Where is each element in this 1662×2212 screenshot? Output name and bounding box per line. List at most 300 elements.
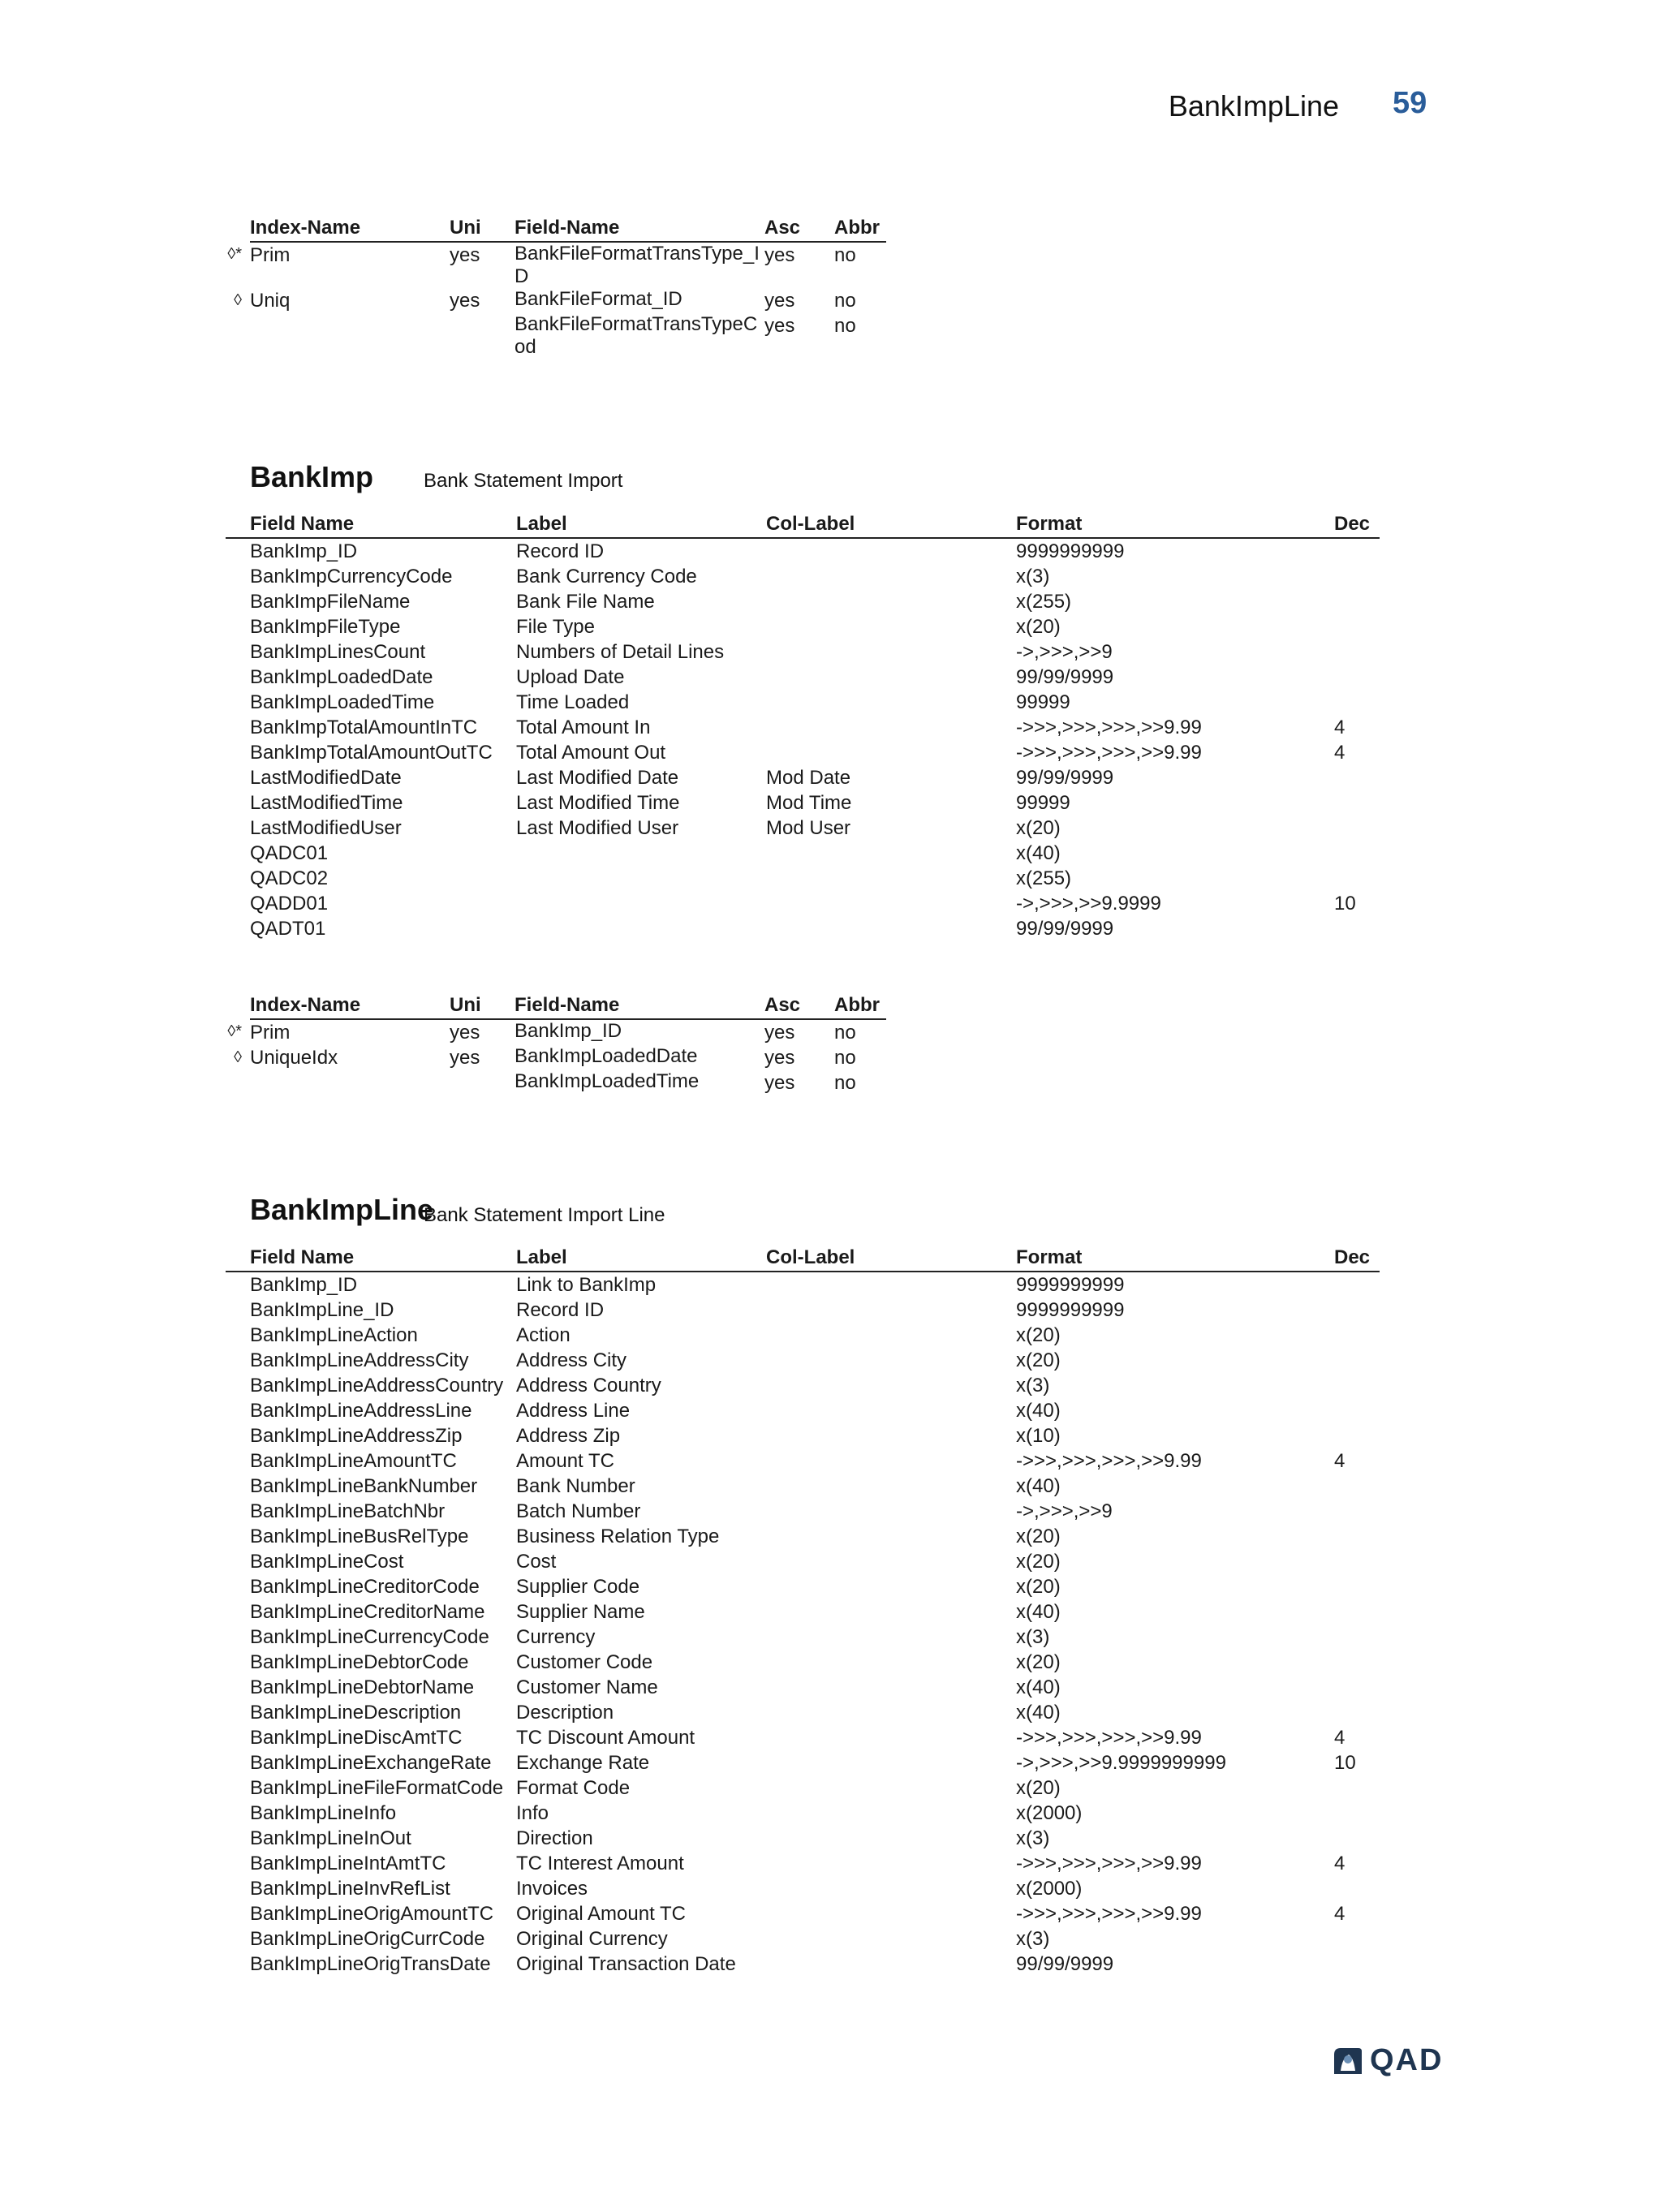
field-label: Total Amount Out (516, 742, 666, 764)
field-format: x(40) (1016, 1676, 1061, 1698)
field-label: File Type (516, 616, 595, 638)
table-row (226, 614, 1380, 639)
field-format: 99999 (1016, 691, 1070, 713)
row-margin (226, 1851, 250, 1876)
field-col-label (766, 740, 1016, 765)
field-name: BankImpTotalAmountInTC (250, 717, 478, 738)
ascending-flag: yes (764, 244, 795, 266)
field-col-label (766, 564, 1016, 589)
row-margin (226, 1926, 250, 1952)
field-format: x(10) (1016, 1425, 1061, 1447)
table-row (226, 589, 1380, 614)
field-label: Address Country (516, 1375, 661, 1396)
field-label: Format Code (516, 1777, 631, 1799)
column-header: Format (1016, 1244, 1334, 1272)
field-col-label (766, 1700, 1016, 1725)
field-label: Description (516, 1702, 614, 1724)
field-name: BankImpLineAmountTC (250, 1450, 457, 1472)
table-row (226, 1499, 1380, 1524)
field-format: x(255) (1016, 867, 1072, 889)
column-header: Field-Name (515, 214, 764, 242)
field-label: Exchange Rate (516, 1752, 650, 1774)
field-label: Upload Date (516, 666, 625, 688)
field-col-label (766, 1826, 1016, 1851)
table-row (226, 1725, 1380, 1750)
qad-logo (1331, 2043, 1443, 2078)
field-col-label (766, 891, 1016, 916)
table-row (226, 816, 1380, 841)
field-col-label (766, 1448, 1016, 1474)
index-row (219, 1045, 886, 1070)
table-row (226, 916, 1380, 941)
unique-flag (450, 313, 515, 359)
table-row (226, 538, 1380, 564)
row-margin (226, 1499, 250, 1524)
field-name: BankImpLineFileFormatCode (250, 1777, 504, 1799)
field-col-label (766, 1348, 1016, 1373)
field-col-label (766, 866, 1016, 891)
row-margin (226, 1373, 250, 1398)
index-marker (219, 313, 250, 359)
field-decimals (1334, 1599, 1380, 1625)
index-marker: ◊* (227, 245, 242, 263)
field-name: BankImpLinesCount (250, 641, 426, 663)
column-header: Dec (1334, 1244, 1380, 1272)
column-header: Label (516, 510, 766, 538)
row-margin (226, 1826, 250, 1851)
field-format: x(20) (1016, 1551, 1061, 1573)
field-col-label (766, 1801, 1016, 1826)
field-label: Last Modified Date (516, 767, 679, 789)
field-col-label (766, 1373, 1016, 1398)
table-row (226, 1675, 1380, 1700)
field-name: QADT01 (250, 918, 326, 940)
table-row (226, 1775, 1380, 1801)
table-row (226, 1700, 1380, 1725)
table-row (226, 790, 1380, 816)
field-label (516, 916, 766, 941)
field-label: TC Interest Amount (516, 1853, 684, 1874)
field-decimals (1334, 1323, 1380, 1348)
index-row (219, 313, 886, 359)
row-margin (226, 1801, 250, 1826)
table-row (226, 1348, 1380, 1373)
field-decimals (1334, 589, 1380, 614)
field-decimals (1334, 1675, 1380, 1700)
field-name: BankImpLineBankNumber (250, 1475, 478, 1497)
table-row (226, 1524, 1380, 1549)
field-label: Bank Currency Code (516, 566, 697, 587)
field-col-label: Mod Time (766, 792, 852, 814)
field-col-label (766, 1272, 1016, 1298)
field-format: ->>>,>>>,>>>,>>9.99 (1016, 1903, 1202, 1925)
field-label: Record ID (516, 540, 605, 562)
table-row (226, 1851, 1380, 1876)
field-format: x(255) (1016, 591, 1072, 613)
field-label: Original Currency (516, 1928, 668, 1950)
column-header: Asc (764, 992, 834, 1019)
field-label: Business Relation Type (516, 1526, 720, 1547)
abbreviated-flag: no (834, 244, 856, 266)
field-format: x(20) (1016, 1777, 1061, 1799)
field-decimals: 4 (1334, 742, 1346, 764)
index-field-name: BankImpLoadedTime (515, 1070, 700, 1092)
field-col-label (766, 1650, 1016, 1675)
index-name: Prim (250, 1022, 291, 1044)
field-decimals (1334, 1524, 1380, 1549)
table-row (226, 841, 1380, 866)
field-label: Amount TC (516, 1450, 614, 1472)
abbreviated-flag: no (834, 315, 856, 337)
field-col-label (766, 1298, 1016, 1323)
row-margin (226, 1474, 250, 1499)
field-col-label (766, 538, 1016, 564)
table-row (226, 1474, 1380, 1499)
row-margin (226, 1876, 250, 1901)
field-format: x(40) (1016, 1601, 1061, 1623)
row-margin (226, 1574, 250, 1599)
field-col-label (766, 665, 1016, 690)
field-name: BankImpLoadedDate (250, 666, 433, 688)
table-row (226, 765, 1380, 790)
field-label: Info (516, 1802, 549, 1824)
column-header: Label (516, 1244, 766, 1272)
table-row (226, 1650, 1380, 1675)
index-marker: ◊ (234, 291, 242, 309)
field-name: BankImpLineCost (250, 1551, 404, 1573)
column-header: Abbr (834, 992, 886, 1019)
row-margin (226, 1524, 250, 1549)
row-margin (226, 790, 250, 816)
abbreviated-flag: no (834, 1047, 856, 1069)
field-decimals (1334, 1348, 1380, 1373)
field-name: BankImpLineInOut (250, 1827, 411, 1849)
table-row (226, 1801, 1380, 1826)
abbreviated-flag: no (834, 290, 856, 312)
unique-flag (450, 1070, 515, 1095)
field-format: x(3) (1016, 1827, 1050, 1849)
field-name: QADC02 (250, 867, 329, 889)
field-label: Total Amount In (516, 717, 651, 738)
row-margin (226, 916, 250, 941)
row-margin (226, 589, 250, 614)
column-header: Uni (450, 214, 515, 242)
field-decimals (1334, 1826, 1380, 1851)
row-margin (226, 841, 250, 866)
field-name: QADC01 (250, 842, 329, 864)
page-header-title: BankImpLine (1168, 89, 1339, 123)
column-header: Field Name (250, 1244, 516, 1272)
field-name: BankImpLineOrigTransDate (250, 1953, 491, 1975)
field-label: Original Amount TC (516, 1903, 686, 1925)
field-format: x(40) (1016, 1475, 1061, 1497)
field-decimals (1334, 1625, 1380, 1650)
row-margin (226, 614, 250, 639)
index-table (219, 992, 886, 1095)
field-format: ->,>>>,>>9.9999999999 (1016, 1752, 1226, 1774)
field-label: Customer Name (516, 1676, 658, 1698)
table-row (226, 1423, 1380, 1448)
table-row (226, 1448, 1380, 1474)
index-name (250, 1070, 450, 1095)
abbreviated-flag: no (834, 1022, 856, 1044)
table-row (226, 1952, 1380, 1977)
ascending-flag: yes (764, 1072, 795, 1094)
field-label: Batch Number (516, 1500, 641, 1522)
field-name: BankImpLineDebtorName (250, 1676, 475, 1698)
table-row (226, 1901, 1380, 1926)
field-decimals (1334, 639, 1380, 665)
field-label: Bank Number (516, 1475, 635, 1497)
field-decimals (1334, 841, 1380, 866)
row-margin (226, 1675, 250, 1700)
field-name: BankImpLineDiscAmtTC (250, 1727, 463, 1749)
field-decimals (1334, 916, 1380, 941)
field-format: 99999 (1016, 792, 1070, 814)
field-col-label (766, 1876, 1016, 1901)
index-marker: ◊* (227, 1022, 242, 1040)
field-label: Address City (516, 1349, 627, 1371)
field-col-label (766, 1750, 1016, 1775)
field-format: 99/99/9999 (1016, 666, 1114, 688)
unique-flag: yes (450, 244, 480, 266)
field-name: BankImpLineExchangeRate (250, 1752, 492, 1774)
row-margin (226, 1323, 250, 1348)
row-margin (226, 1650, 250, 1675)
field-format: x(20) (1016, 1324, 1061, 1346)
field-decimals (1334, 1876, 1380, 1901)
field-col-label (766, 1775, 1016, 1801)
field-name: BankImpLoadedTime (250, 691, 435, 713)
field-format: ->>>,>>>,>>>,>>9.99 (1016, 742, 1202, 764)
index-marker (219, 1070, 250, 1095)
field-decimals: 10 (1334, 893, 1356, 914)
field-label: Supplier Name (516, 1601, 645, 1623)
field-decimals (1334, 538, 1380, 564)
index-table-header (219, 992, 886, 1019)
field-decimals (1334, 1775, 1380, 1801)
ascending-flag: yes (764, 1022, 795, 1044)
field-label: TC Discount Amount (516, 1727, 695, 1749)
index-row (219, 242, 886, 288)
field-format: x(40) (1016, 1400, 1061, 1422)
field-name: BankImp_ID (250, 540, 358, 562)
field-decimals (1334, 1398, 1380, 1423)
field-name: BankImpLineInfo (250, 1802, 397, 1824)
field-format: x(3) (1016, 1375, 1050, 1396)
qad-logo-text: QAD (1370, 2043, 1444, 2077)
field-name: BankImpTotalAmountOutTC (250, 742, 493, 764)
index-row (219, 1070, 886, 1095)
index-table-header (219, 214, 886, 242)
field-format: x(40) (1016, 842, 1061, 864)
index-field-name: BankFileFormat_ID (515, 288, 682, 310)
field-decimals (1334, 1373, 1380, 1398)
row-margin (226, 1700, 250, 1725)
field-col-label: Mod User (766, 817, 851, 839)
field-format: 9999999999 (1016, 1274, 1125, 1296)
row-margin (226, 740, 250, 765)
field-decimals: 4 (1334, 1450, 1346, 1472)
row-margin (226, 765, 250, 790)
table-row (226, 1926, 1380, 1952)
row-margin (226, 1750, 250, 1775)
row-margin (226, 1549, 250, 1574)
field-decimals (1334, 866, 1380, 891)
field-col-label (766, 1926, 1016, 1952)
table-row (226, 1298, 1380, 1323)
field-col-label (766, 1901, 1016, 1926)
field-label: Currency (516, 1626, 596, 1648)
field-name: BankImpLineDescription (250, 1702, 462, 1724)
field-decimals (1334, 564, 1380, 589)
row-margin (226, 538, 250, 564)
field-col-label (766, 1524, 1016, 1549)
table-row (226, 740, 1380, 765)
column-header: Index-Name (250, 992, 450, 1019)
field-col-label (766, 1499, 1016, 1524)
qad-logo-icon (1331, 2046, 1363, 2076)
field-col-label (766, 1725, 1016, 1750)
margin-header (226, 1244, 250, 1272)
field-col-label (766, 589, 1016, 614)
field-name: BankImpLineCreditorName (250, 1601, 485, 1623)
table-title-bankimp: BankImp (250, 460, 374, 493)
field-decimals (1334, 1549, 1380, 1574)
field-name: BankImpLineCreditorCode (250, 1576, 480, 1598)
field-format: ->>>,>>>,>>>,>>9.99 (1016, 1727, 1202, 1749)
row-margin (226, 891, 250, 916)
row-margin (226, 715, 250, 740)
table-row (226, 891, 1380, 916)
field-decimals (1334, 1801, 1380, 1826)
column-header: Uni (450, 992, 515, 1019)
field-name: BankImpLineAddressZip (250, 1425, 463, 1447)
field-format: ->>>,>>>,>>>,>>9.99 (1016, 717, 1202, 738)
index-name: Uniq (250, 290, 291, 312)
field-name: LastModifiedDate (250, 767, 402, 789)
table-row (226, 639, 1380, 665)
table-row (226, 866, 1380, 891)
column-header: Field Name (250, 510, 516, 538)
field-label: Original Transaction Date (516, 1953, 736, 1975)
table-row (226, 1625, 1380, 1650)
field-col-label (766, 614, 1016, 639)
field-table-bankimp (226, 510, 1380, 941)
row-margin (226, 1423, 250, 1448)
field-decimals: 4 (1334, 717, 1346, 738)
field-name: BankImp_ID (250, 1274, 358, 1296)
index-marker: ◊ (234, 1048, 242, 1066)
field-decimals (1334, 1499, 1380, 1524)
field-name: BankImpLineAddressCountry (250, 1375, 504, 1396)
index-field-name: BankImp_ID (515, 1020, 622, 1042)
field-decimals: 4 (1334, 1727, 1346, 1749)
field-label: Customer Code (516, 1651, 653, 1673)
field-format: x(20) (1016, 1651, 1061, 1673)
ascending-flag: yes (764, 1047, 795, 1069)
field-col-label (766, 1474, 1016, 1499)
field-format: x(20) (1016, 1349, 1061, 1371)
row-margin (226, 1398, 250, 1423)
unique-flag: yes (450, 290, 480, 312)
field-col-label (766, 916, 1016, 941)
column-header: Col-Label (766, 1244, 1016, 1272)
marker-header (219, 214, 250, 242)
field-label: Link to BankImp (516, 1274, 657, 1296)
field-name: BankImpCurrencyCode (250, 566, 453, 587)
field-name: BankImpLineOrigAmountTC (250, 1903, 494, 1925)
marker-header (219, 992, 250, 1019)
field-decimals: 4 (1334, 1853, 1346, 1874)
field-decimals (1334, 690, 1380, 715)
unique-flag: yes (450, 1047, 480, 1069)
field-decimals (1334, 1272, 1380, 1298)
row-margin (226, 1348, 250, 1373)
field-col-label (766, 690, 1016, 715)
field-format: x(3) (1016, 1928, 1050, 1950)
row-margin (226, 1725, 250, 1750)
field-decimals (1334, 1474, 1380, 1499)
table-row (226, 1876, 1380, 1901)
field-label: Bank File Name (516, 591, 655, 613)
field-decimals: 4 (1334, 1903, 1346, 1925)
field-name: BankImpFileType (250, 616, 401, 638)
field-label: Numbers of Detail Lines (516, 641, 725, 663)
column-header: Field-Name (515, 992, 764, 1019)
field-name: BankImpLineInvRefList (250, 1878, 450, 1900)
field-format: 99/99/9999 (1016, 1953, 1114, 1975)
field-decimals (1334, 790, 1380, 816)
abbreviated-flag: no (834, 1072, 856, 1094)
field-format: x(3) (1016, 566, 1050, 587)
field-table-bankimpline (226, 1244, 1380, 1977)
index-table (219, 214, 886, 359)
table-row (226, 1323, 1380, 1348)
field-label (516, 866, 766, 891)
field-format: ->,>>>,>>9 (1016, 641, 1113, 663)
row-margin (226, 1298, 250, 1323)
table-row (226, 1599, 1380, 1625)
field-format: x(20) (1016, 1526, 1061, 1547)
field-col-label (766, 1398, 1016, 1423)
ascending-flag: yes (764, 290, 795, 312)
table-row (226, 1272, 1380, 1298)
field-label (516, 891, 766, 916)
field-format: ->,>>>,>>9.9999 (1016, 893, 1161, 914)
table-row (226, 1549, 1380, 1574)
field-name: BankImpLineBusRelType (250, 1526, 469, 1547)
field-col-label: Mod Date (766, 767, 851, 789)
table-row (226, 715, 1380, 740)
field-decimals (1334, 1650, 1380, 1675)
field-name: BankImpLineCurrencyCode (250, 1626, 489, 1648)
table-description-bankimpline: Bank Statement Import Line (424, 1204, 665, 1226)
row-margin (226, 866, 250, 891)
column-header: Format (1016, 510, 1334, 538)
table-row (226, 1574, 1380, 1599)
field-label: Record ID (516, 1299, 605, 1321)
field-format: ->,>>>,>>9 (1016, 1500, 1113, 1522)
field-col-label (766, 1675, 1016, 1700)
field-label (516, 841, 766, 866)
field-col-label (766, 1851, 1016, 1876)
field-decimals (1334, 1952, 1380, 1977)
row-margin (226, 1272, 250, 1298)
column-header: Asc (764, 214, 834, 242)
field-format: 99/99/9999 (1016, 918, 1114, 940)
field-decimals (1334, 1298, 1380, 1323)
